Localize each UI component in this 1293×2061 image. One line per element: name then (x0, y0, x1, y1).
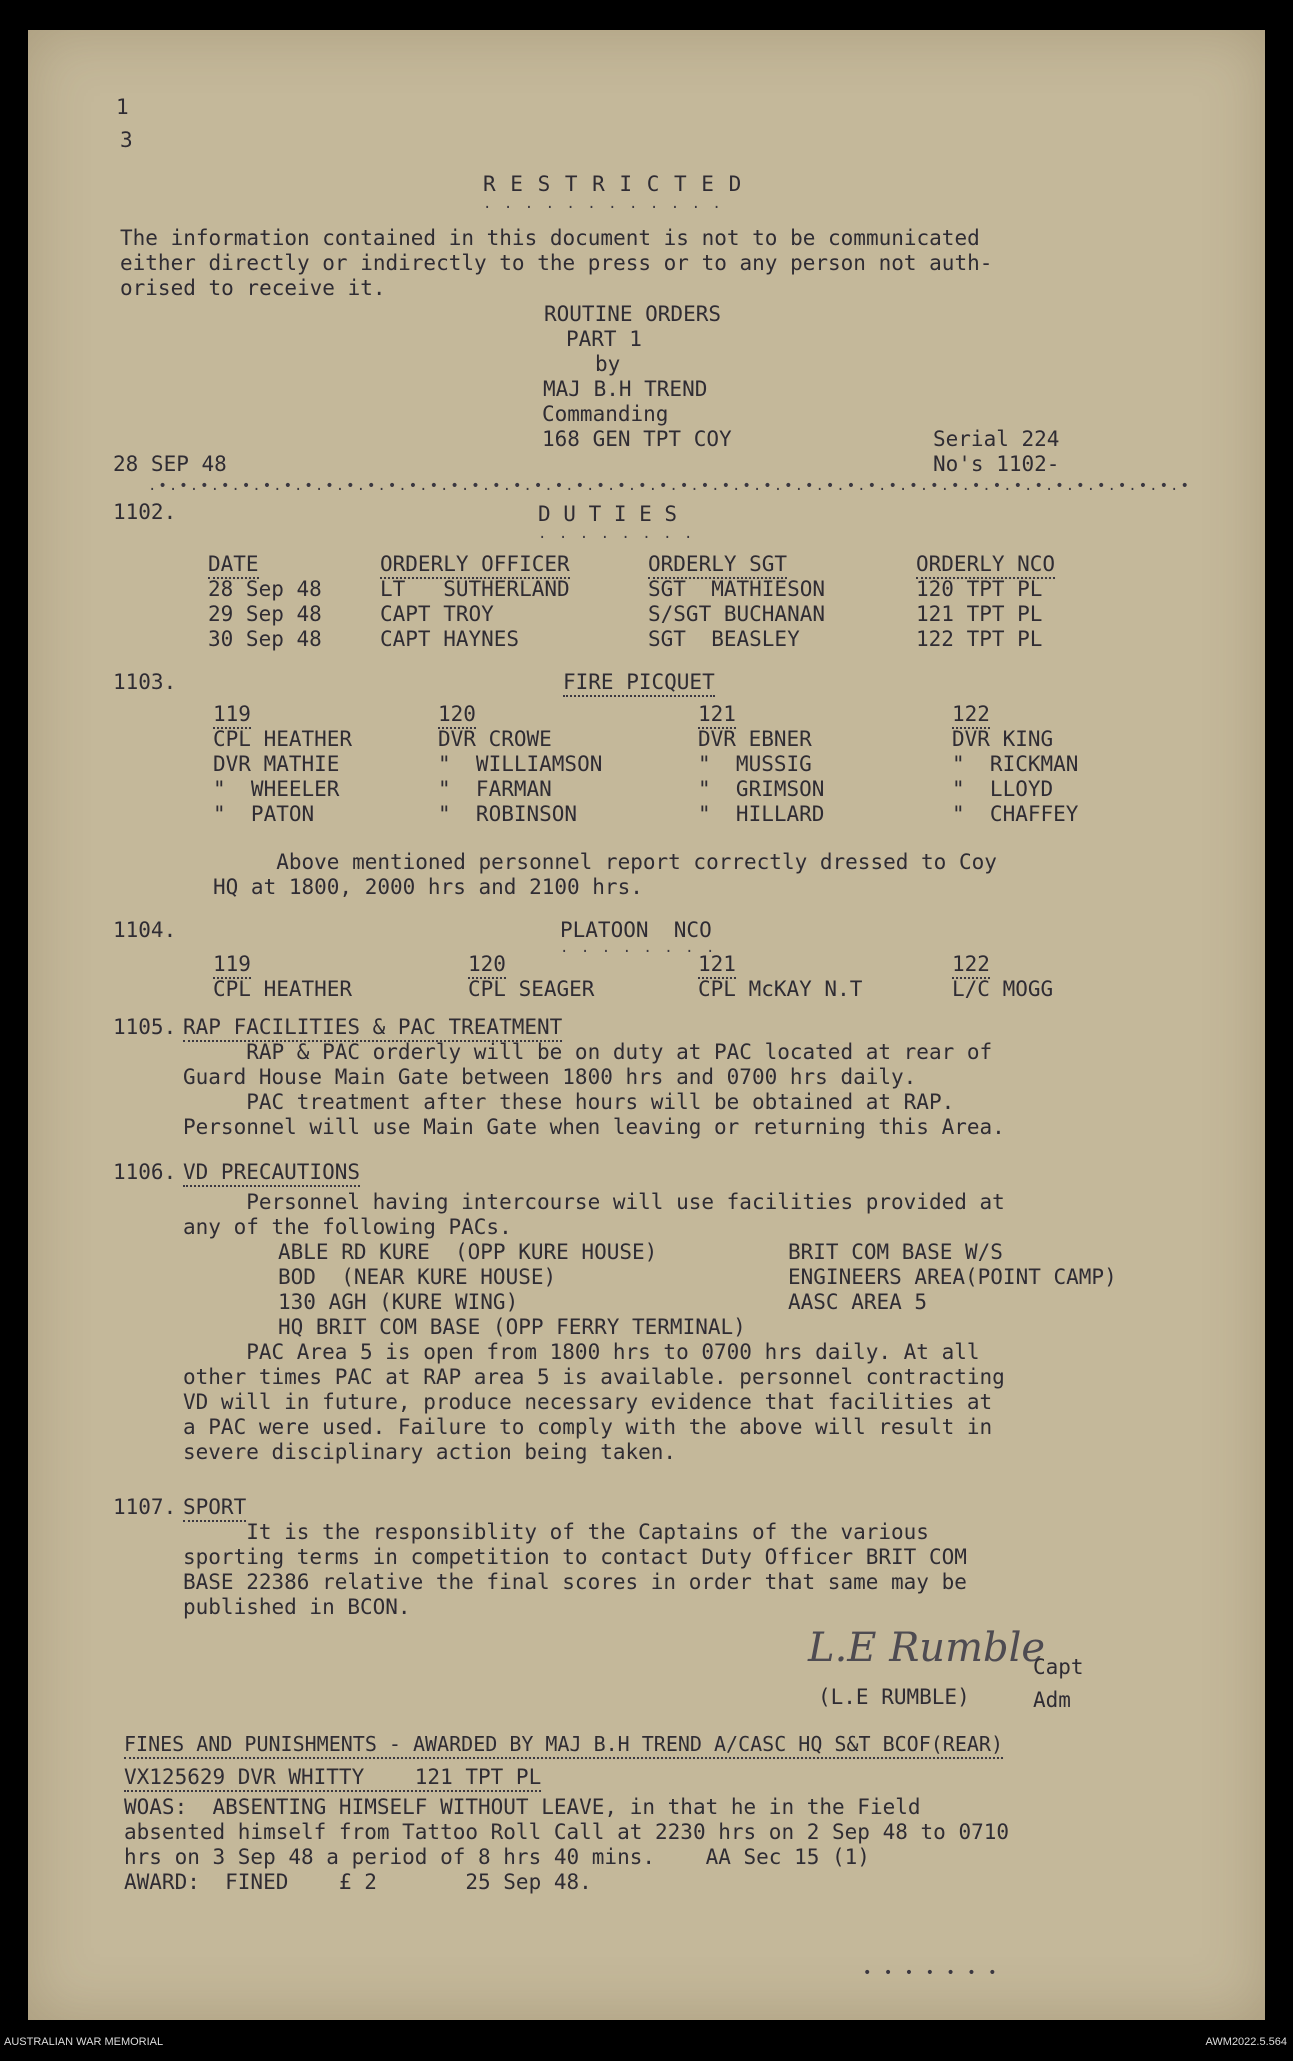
rap-line: PAC treatment after these hours will be obtained at RAP. (183, 1090, 955, 1114)
duties-cell: 29 Sep 48 (208, 602, 322, 626)
pac-location: BOD (NEAR KURE HOUSE) (278, 1265, 557, 1289)
pac-location: ABLE RD KURE (OPP KURE HOUSE) (278, 1240, 658, 1264)
title-line: by (595, 352, 621, 376)
duties-cell: 122 TPT PL (916, 627, 1043, 651)
footer-right: AWM2022.5.564 (1205, 2036, 1287, 2048)
picquet-name: " WILLIAMSON (438, 752, 603, 776)
order-number: 1105. (113, 1015, 177, 1039)
fines-line: WOAS: ABSENTING HIMSELF WITHOUT LEAVE, in that he in the Field (124, 1795, 921, 1819)
picquet-name: " RICKMAN (952, 752, 1079, 776)
heading-dots: . . . . . . . . (560, 940, 717, 956)
signature-scrawl: L.E Rumble (808, 1625, 1046, 1671)
duties-col-header: ORDERLY SGT (648, 552, 787, 579)
picquet-platoon: 122 (952, 702, 990, 729)
rap-heading: RAP FACILITIES & PAC TREATMENT (183, 1015, 562, 1042)
nco-platoon: 120 (468, 952, 506, 979)
margin-mark: 3 (120, 128, 133, 152)
title-line: ROUTINE ORDERS (544, 302, 722, 326)
duties-col-header: DATE (208, 552, 259, 579)
rap-line: Personnel will use Main Gate when leaving or returning this Area. (183, 1115, 1005, 1139)
nco-name: CPL SEAGER (468, 977, 595, 1001)
duties-cell: 28 Sep 48 (208, 577, 322, 601)
picquet-name: " HILLARD (698, 802, 825, 826)
duties-col-header: ORDERLY NCO (916, 552, 1055, 579)
picquet-name: " MUSSIG (698, 752, 812, 776)
footer-left: AUSTRALIAN WAR MEMORIAL (4, 2036, 164, 2048)
picquet-platoon: 119 (213, 702, 251, 729)
rap-line: RAP & PAC orderly will be on duty at PAC located at rear of (183, 1040, 993, 1064)
sport-line: published in BCON. (183, 1595, 411, 1619)
end-dots: • • • • • • • (863, 1965, 999, 1981)
order-date: 28 SEP 48 (113, 452, 227, 476)
intro-line: orised to receive it. (120, 276, 386, 300)
sport-heading: SPORT (183, 1495, 246, 1522)
vd-line: PAC Area 5 is open from 1800 hrs to 0700 hrs daily. At all (183, 1340, 980, 1364)
duties-cell: CAPT TROY (380, 602, 494, 626)
picquet-name: " CHAFFEY (952, 802, 1079, 826)
pac-location: BRIT COM BASE W/S (788, 1240, 1003, 1264)
fines-line: AWARD: FINED £ 2 25 Sep 48. (124, 1870, 592, 1894)
title-line: Commanding (542, 402, 669, 426)
picquet-platoon: 121 (698, 702, 736, 729)
duties-cell: 120 TPT PL (916, 577, 1043, 601)
order-number: 1103. (113, 670, 177, 694)
duties-cell: S/SGT BUCHANAN (648, 602, 826, 626)
picquet-note: HQ at 1800, 2000 hrs and 2100 hrs. (213, 875, 643, 899)
vd-line: VD will in future, produce necessary evidence that facilities at (183, 1390, 993, 1414)
picquet-note: Above mentioned personnel report correctly dressed to Coy (213, 850, 997, 874)
title-line: PART 1 (566, 327, 642, 351)
fines-line: hrs on 3 Sep 48 a period of 8 hrs 40 mins. AA Sec 15 (1) (124, 1845, 870, 1869)
duties-cell: SGT MATHIESON (648, 577, 826, 601)
duties-cell: 121 TPT PL (916, 602, 1043, 626)
duties-cell: CAPT HAYNES (380, 627, 520, 651)
heading-dots: . . . . . . . . (538, 526, 695, 542)
picquet-name: " ROBINSON (438, 802, 578, 826)
classification-heading: R E S T R I C T E D (483, 172, 743, 196)
nco-name: CPL HEATHER (213, 977, 353, 1001)
picquet-name: " LLOYD (952, 777, 1054, 801)
order-number: 1107. (113, 1495, 177, 1519)
picquet-name: CPL HEATHER (213, 727, 353, 751)
unit-name: 168 GEN TPT COY (542, 427, 732, 451)
picquet-name: " FARMAN (438, 777, 552, 801)
pac-location: ENGINEERS AREA(POINT CAMP) (788, 1265, 1117, 1289)
separator-line: .•.•.•.•.•.•.•.•.•.•.•.•.•.•.•.•.•.•.•.•.•.•.•.•.•.•.•.•.•.•.•.•.•.•.•.•.•.•.•.•.•.•.•.•.•.•.•.•.•.• (148, 478, 1191, 494)
serial-number: Serial 224 (933, 427, 1060, 451)
picquet-name: " WHEELER (213, 777, 340, 801)
sport-line: BASE 22386 relative the final scores in order that same may be (183, 1570, 967, 1594)
pac-location: 130 AGH (KURE WING) (278, 1290, 519, 1314)
vd-line: severe disciplinary action being taken. (183, 1440, 677, 1464)
nco-platoon: 122 (952, 952, 990, 979)
duties-heading: D U T I E S (538, 502, 678, 526)
vd-line: Personnel having intercourse will use facilities provided at (183, 1190, 1005, 1214)
signature-rank: Capt (1033, 1655, 1084, 1679)
fines-heading: FINES AND PUNISHMENTS - AWARDED BY MAJ B.H TREND A/CASC HQ S&T BCOF(REAR) (124, 1732, 1003, 1759)
picquet-name: DVR KING (952, 727, 1054, 751)
nco-platoon: 119 (213, 952, 251, 979)
vd-line: other times PAC at RAP area 5 is available. personnel contracting (183, 1365, 1005, 1389)
nco-name: CPL McKAY N.T (698, 977, 863, 1001)
duties-cell: SGT BEASLEY (648, 627, 800, 651)
duties-col-header: ORDERLY OFFICER (380, 552, 570, 579)
platoon-nco-heading: PLATOON NCO (560, 918, 712, 942)
sport-line: It is the responsiblity of the Captains of the various (183, 1520, 929, 1544)
picquet-name: DVR CROWE (438, 727, 552, 751)
document-page (28, 30, 1265, 2020)
signature-name: (L.E RUMBLE) (818, 1685, 970, 1709)
order-number: 1104. (113, 918, 177, 942)
order-numbers: No's 1102- (933, 452, 1060, 476)
fines-line: absented himself from Tattoo Roll Call at 2230 hrs on 2 Sep 48 to 0710 (124, 1820, 1010, 1844)
picquet-name: DVR MATHIE (213, 752, 340, 776)
vd-line: a PAC were used. Failure to comply with the above will result in (183, 1415, 993, 1439)
title-line: MAJ B.H TREND (543, 377, 708, 401)
picquet-name: " PATON (213, 802, 315, 826)
picquet-platoon: 120 (438, 702, 476, 729)
picquet-name: DVR EBNER (698, 727, 812, 751)
intro-line: The information contained in this document is not to be communicated (120, 226, 980, 250)
nco-platoon: 121 (698, 952, 736, 979)
fines-soldier: VX125629 DVR WHITTY 121 TPT PL (124, 1765, 541, 1792)
rap-line: Guard House Main Gate between 1800 hrs and 0700 hrs daily. (183, 1065, 917, 1089)
order-number: 1106. (113, 1160, 177, 1184)
pac-location: HQ BRIT COM BASE (OPP FERRY TERMINAL) (278, 1315, 746, 1339)
heading-dots: . . . . . . . . . . . . (483, 196, 723, 212)
duties-cell: LT SUTHERLAND (380, 577, 570, 601)
picquet-name: " GRIMSON (698, 777, 825, 801)
vd-line: any of the following PACs. (183, 1215, 512, 1239)
sport-line: sporting terms in competition to contact Duty Officer BRIT COM (183, 1545, 967, 1569)
intro-line: either directly or indirectly to the press or to any person not auth- (120, 251, 993, 275)
margin-mark: 1 (116, 95, 129, 119)
pac-location: AASC AREA 5 (788, 1290, 928, 1314)
order-number: 1102. (113, 500, 177, 524)
duties-cell: 30 Sep 48 (208, 627, 322, 651)
signature-title: Adm (1033, 1688, 1071, 1712)
vd-heading: VD PRECAUTIONS (183, 1160, 360, 1187)
nco-name: L/C MOGG (952, 977, 1054, 1001)
fire-picquet-heading: FIRE PICQUET (563, 670, 715, 697)
